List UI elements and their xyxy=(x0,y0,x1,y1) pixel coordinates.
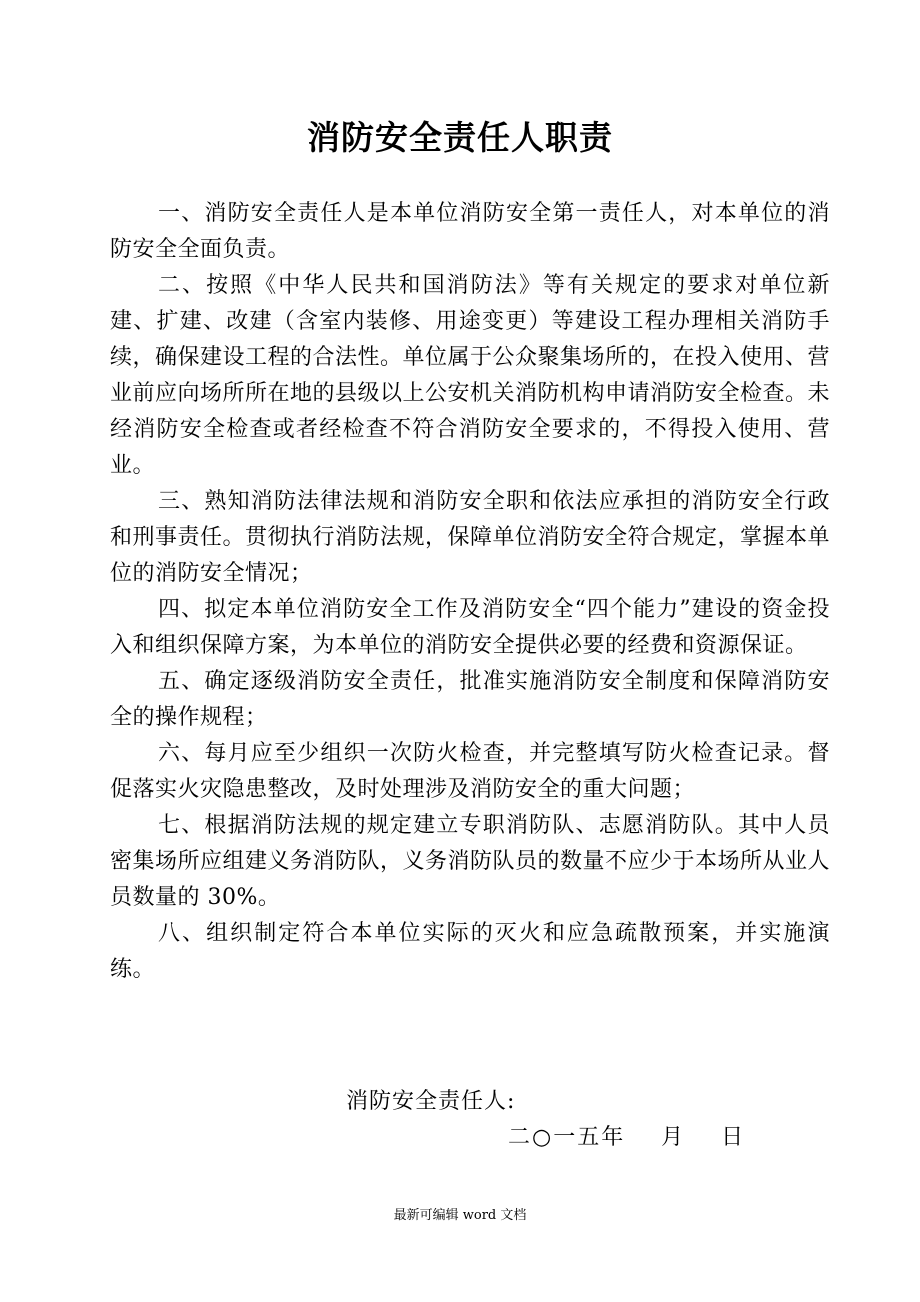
paragraph-1: 一、消防安全责任人是本单位消防安全第一责任人，对本单位的消防安全全面负责。 xyxy=(110,201,830,262)
paragraph-2: 二、按照《中华人民共和国消防法》等有关规定的要求对单位新建、扩建、改建（含室内装修、用途变更）等建设工程办理相关消防手续，确保建设工程的合法性。单位属于公众聚集场所的，在投入使用、营业前应向场所所在地的县级以上公安机关消防机构申请消防安全检查。未经消防安全检查或者经检查不符合消防安全要求的，不得投入使用、营业。 xyxy=(110,273,831,478)
page-title: 消防安全责任人职责 xyxy=(307,118,613,157)
paragraph-8: 八、组织制定符合本单位实际的灭火和应急疏散预案，并实施演练。 xyxy=(110,921,830,982)
document-body xyxy=(110,196,830,988)
paragraph-3: 三、熟知消防法律法规和消防安全职和依法应承担的消防安全行政和刑事责任。贯彻执行消防法规，保障单位消防安全符合规定，掌握本单位的消防安全情况； xyxy=(110,489,831,586)
signature-label: 消防安全责任人: xyxy=(346,1089,516,1114)
date-line: 二○一五年 月 日 xyxy=(508,1125,746,1150)
paragraph-6: 六、每月应至少组织一次防火检查，并完整填写防火检查记录。督促落实火灾隐患整改，及时处理涉及消防安全的重大问题； xyxy=(110,741,830,802)
paragraph-4: 四、拟定本单位消防安全工作及消防安全“四个能力”建设的资金投入和组织保障方案，为本单位的消防安全提供必要的经费和资源保证。 xyxy=(110,597,830,658)
paragraph-5: 五、确定逐级消防安全责任，批准实施消防安全制度和保障消防安全的操作规程； xyxy=(110,669,830,730)
footer-note: 最新可编辑 word 文档 xyxy=(393,1208,527,1223)
paragraph-7: 七、根据消防法规的规定建立专职消防队、志愿消防队。其中人员密集场所应组建义务消防队，义务消防队员的数量不应少于本场所从业人员数量的 30%。 xyxy=(110,813,831,910)
